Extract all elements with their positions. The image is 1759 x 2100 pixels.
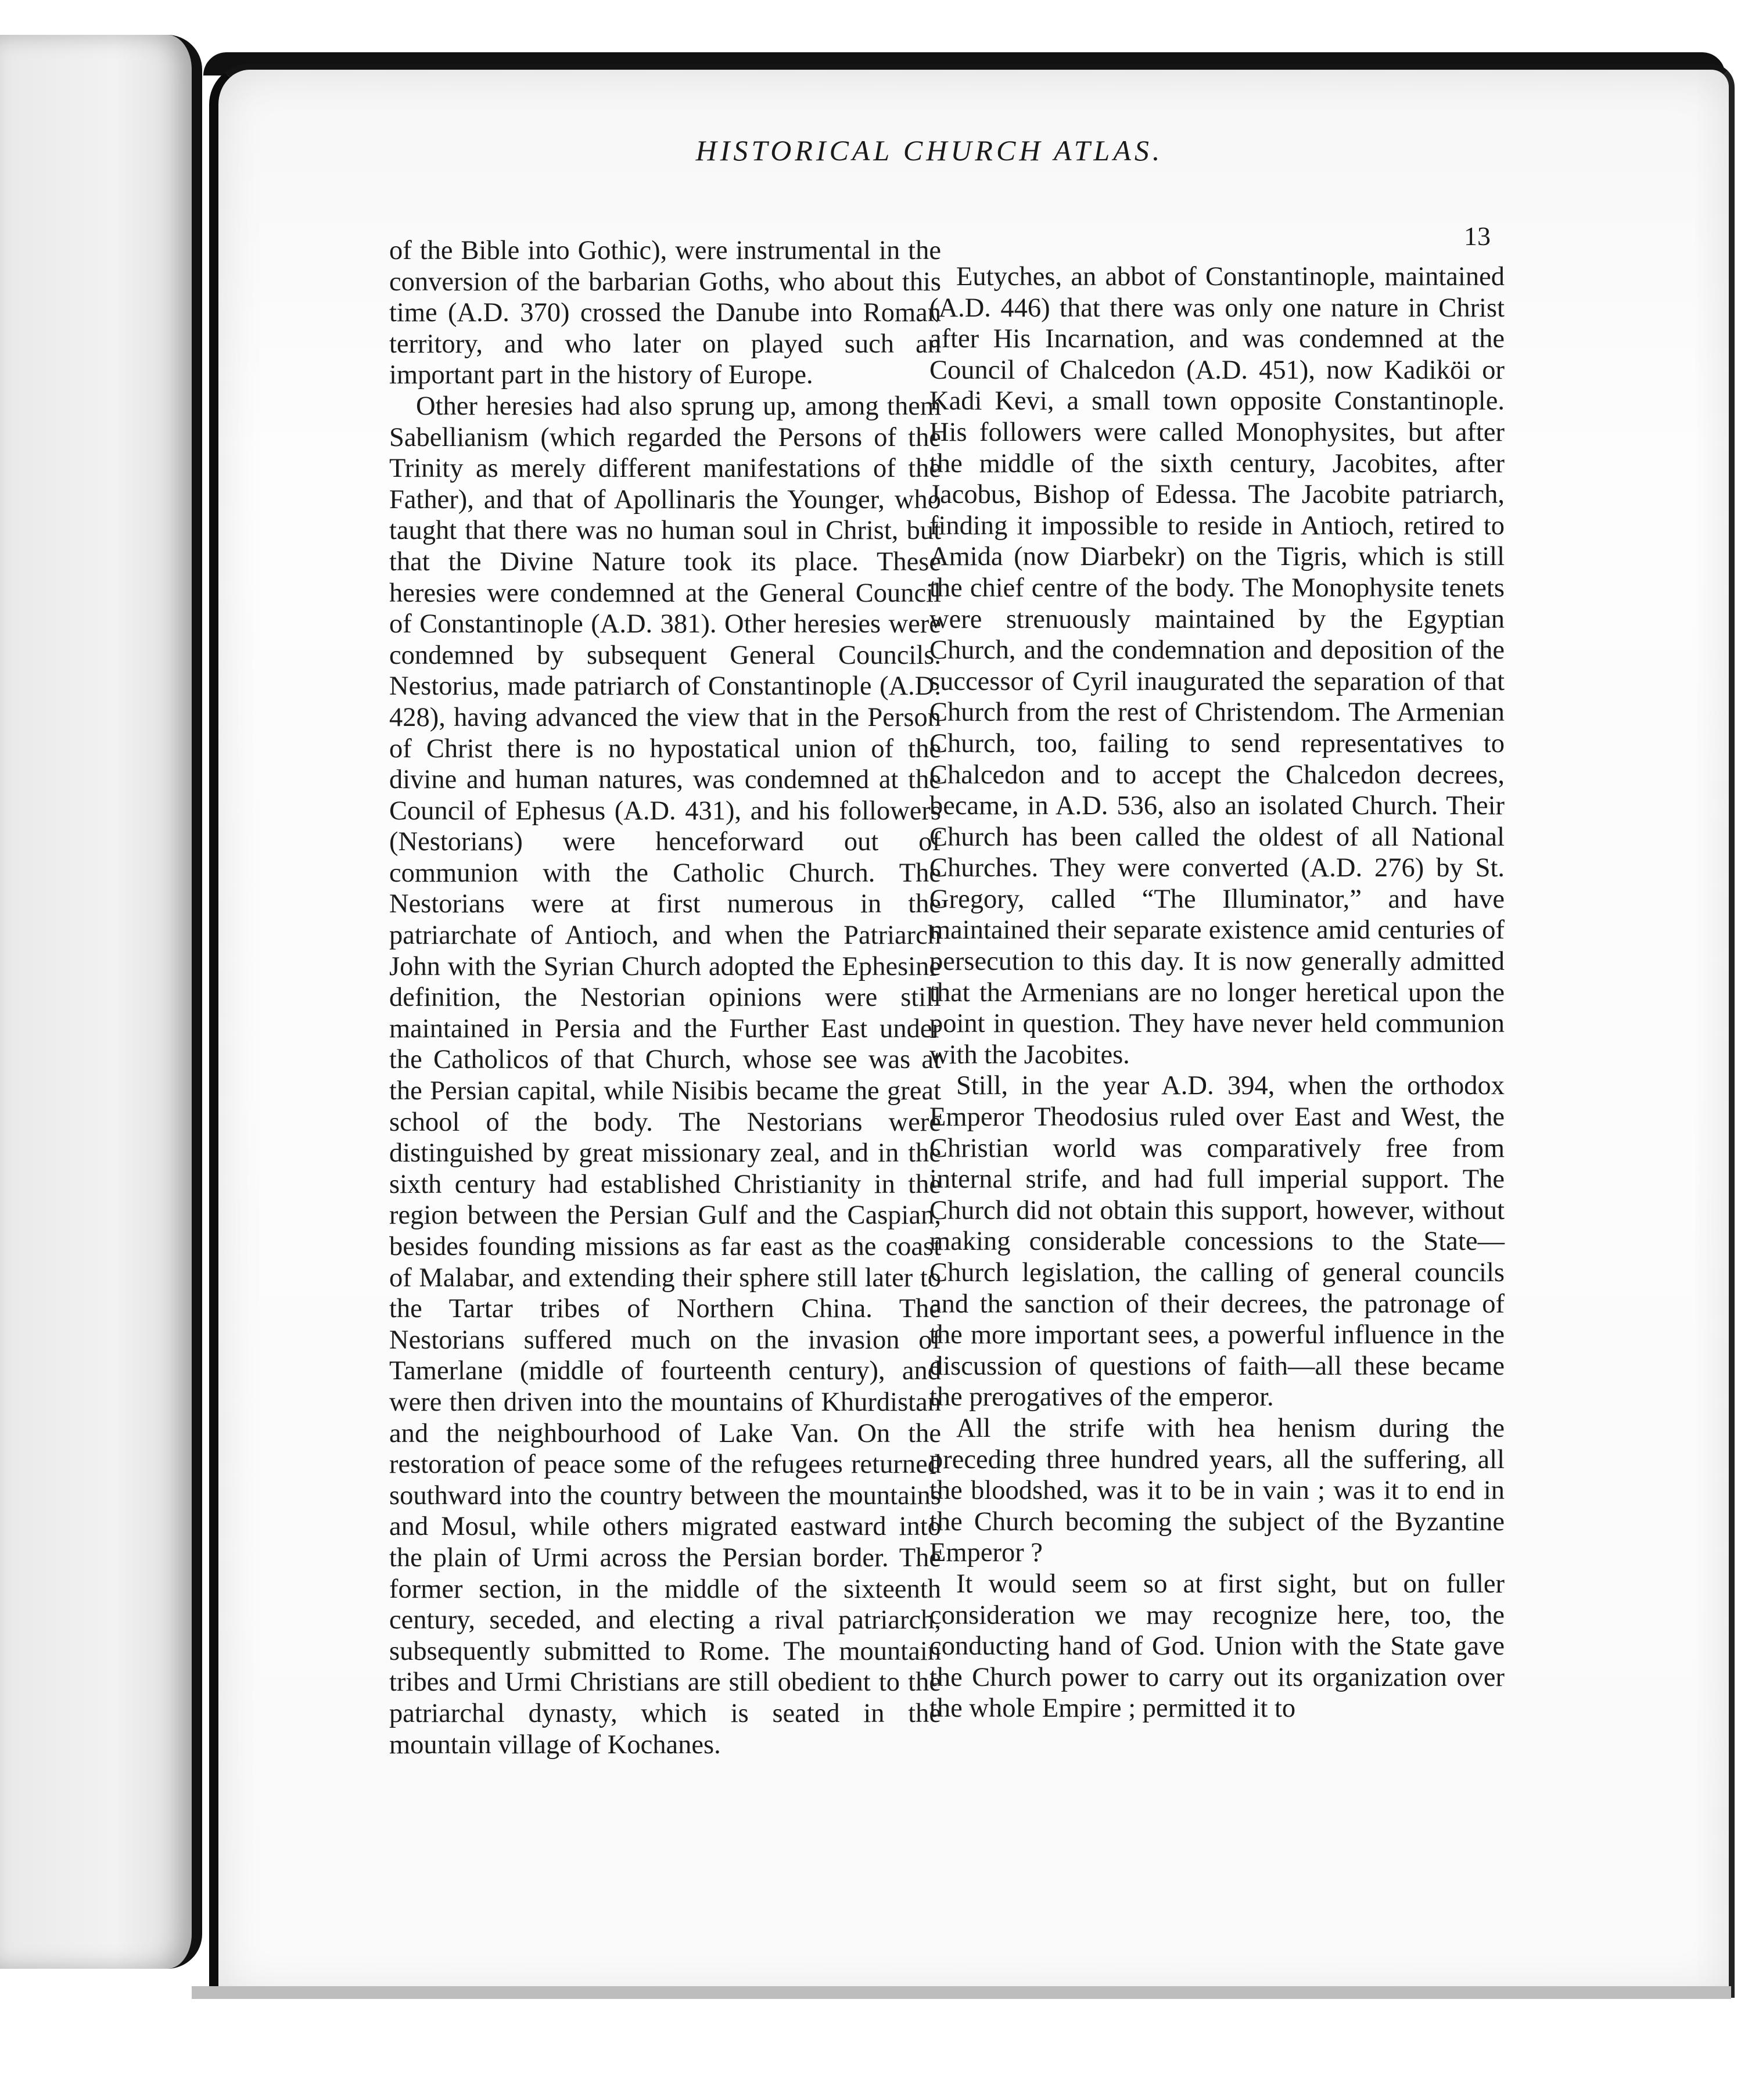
right-text-column xyxy=(929,261,1505,1724)
page-bottom-edge xyxy=(192,1986,1731,1999)
paragraph: It would seem so at first sight, but on fuller consideration we may recognize here, too, the conducting hand of God. Union with the State gave the Church power to carry out its organization over the whole Empire ; permitted it to xyxy=(929,1569,1505,1724)
facing-page-edge xyxy=(0,35,202,1969)
running-title: HISTORICAL CHURCH ATLAS. xyxy=(695,134,1164,167)
page-number: 13 xyxy=(1464,221,1491,251)
paragraph: All the strife with hea henism during the preceding three hundred years, all the suffering, all the bloodshed, was it to be in vain ; was it to end in the Church becoming the subject of the Byzantine Emperor ? xyxy=(929,1413,1505,1568)
paragraph: Eutyches, an abbot of Constantinople, maintained (A.D. 446) that there was only one nature in Christ after His Incarnation, and was condemned at the Council of Chalcedon (A.D. 451), now Kadiköi or Kadi Kevi, a small town opposite Constantinople. His followers were called Monophysites, but after the middle of the sixth century, Jacobites, after Jacobus, Bishop of Edessa. The Jacobite patriarch, finding it impossible to reside in Antioch, retired to Amida (now Diarbekr) on the Tigris, which is still the chief centre of the body. The Monophysite tenets were strenuously maintained by the Egyptian Church, and the condemnation and deposition of the successor of Cyril inaugurated the separation of that Church from the rest of Christendom. The Armenian Church, too, failing to send representatives to Chalcedon and to accept the Chalcedon decrees, became, in A.D. 536, also an isolated Church. Their Church has been called the oldest of all National Churches. They were converted (A.D. 276) by St. Gregory, called “The Illuminator,” and have maintained their separate existence amid centuries of persecution to this day. It is now generally admitted that the Armenians are no longer heretical upon the point in question. They have never held communion with the Jacobites. xyxy=(929,262,1505,1070)
left-text-column xyxy=(389,235,941,1760)
paragraph: of the Bible into Gothic), were instrumental in the conversion of the barbarian Goths, who about this time (A.D. 370) crossed the Danube into Roman territory, and who later on played such an important part in the history of Europe. xyxy=(389,236,941,390)
paragraph: Still, in the year A.D. 394, when the orthodox Emperor Theodosius ruled over East and West, the Christian world was comparatively free from internal strife, and had full imperial support. The Church did not obtain this support, however, without making considerable concessions to the State—Church legislation, the calling of general councils and the sanction of their decrees, the patronage of the more important sees, a powerful influence in the discussion of questions of faith—all these became the prerogatives of the emperor. xyxy=(929,1071,1505,1412)
paragraph: Other heresies had also sprung up, among them Sabellianism (which regarded the Persons of the Trinity as merely different manifestations of the Father), and that of Apollinaris the Younger, who taught that there was no human soul in Christ, but that the Divine Nature took its place. These heresies were condemned at the General Council of Constantinople (A.D. 381). Other heresies were condemned by subsequent General Councils. Nestorius, made patriarch of Constantinople (A.D. 428), having advanced the view that in the Person of Christ there is no hypostatical union of the divine and human natures, was condemned at the Council of Ephesus (A.D. 431), and his followers (Nestorians) were henceforward out of communion with the Catholic Church. The Nestorians were at first numerous in the patriarchate of Antioch, and when the Patriarch John with the Syrian Church adopted the Ephesine definition, the Nestorian opinions were still maintained in Persia and the Further East under the Catholicos of that Church, whose see was at the Persian capital, while Nisibis became the great school of the body. The Nestorians were distinguished by great missionary zeal, and in the sixth century had established Christianity in the region between the Persian Gulf and the Caspian, besides founding missions as far east as the coast of Malabar, and extending their sphere still later to the Tartar tribes of Northern China. The Nestorians suffered much on the invasion of Tamerlane (middle of fourteenth century), and were then driven into the mountains of Khurdistan and the neighbourhood of Lake Van. On the restoration of peace some of the refugees returned southward into the country between the mountains and Mosul, while others migrated eastward into the plain of Urmi across the Persian border. The former section, in the middle of the sixteenth century, seceded, and electing a rival patriarch, subsequently submitted to Rome. The mountain tribes and Urmi Christians are still obedient to the patriarchal dynasty, which is seated in the mountain village of Kochanes. xyxy=(389,391,941,1760)
